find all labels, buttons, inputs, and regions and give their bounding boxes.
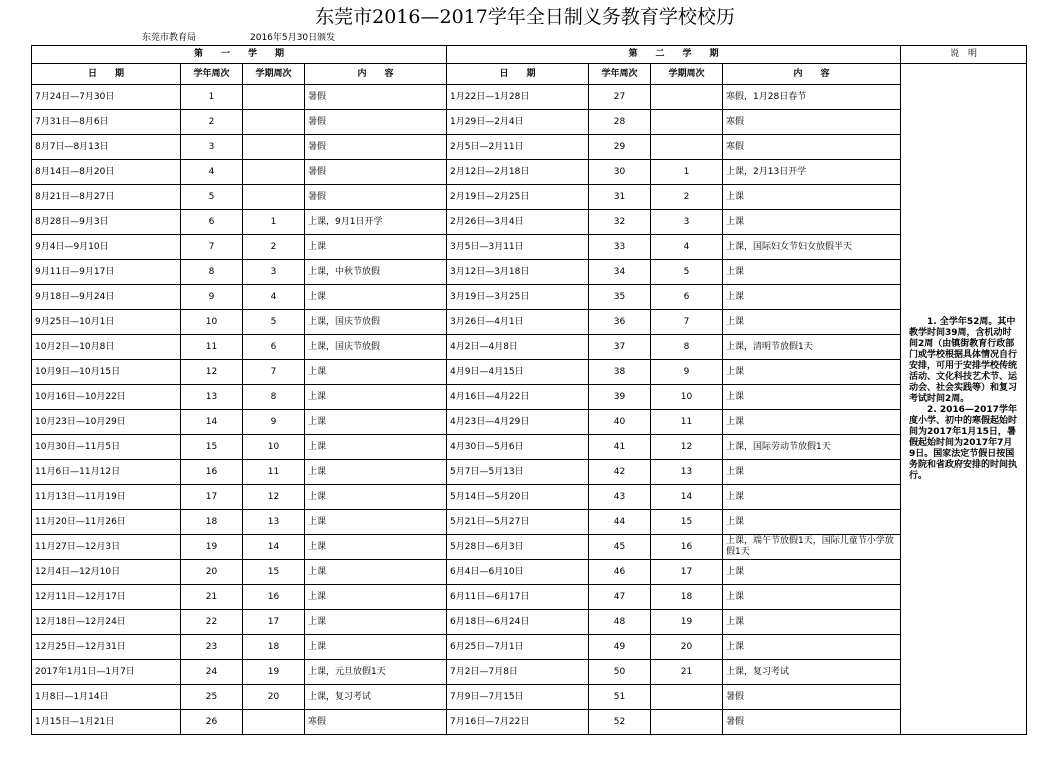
week-range-s1: 9月18日—9月24日 xyxy=(32,285,181,310)
content-s1: 上课 xyxy=(305,435,447,460)
term-week-s1 xyxy=(243,135,305,160)
year-week-s2: 44 xyxy=(589,510,651,535)
year-week-s1: 16 xyxy=(181,460,243,485)
table-row xyxy=(32,360,1027,385)
year-week-s2: 36 xyxy=(589,310,651,335)
year-week-s2: 31 xyxy=(589,185,651,210)
table-row xyxy=(32,185,1027,210)
week-range-s2: 4月2日—4月8日 xyxy=(447,335,589,360)
week-range-s2: 6月18日—6月24日 xyxy=(447,610,589,635)
week-range-s1: 8月14日—8月20日 xyxy=(32,160,181,185)
term-week-s2: 1 xyxy=(651,160,723,185)
year-week-s2: 29 xyxy=(589,135,651,160)
week-range-s1: 1月8日—1月14日 xyxy=(32,685,181,710)
term-week-s2: 15 xyxy=(651,510,723,535)
term-week-s1: 4 xyxy=(243,285,305,310)
week-range-s2: 2月12日—2月18日 xyxy=(447,160,589,185)
term-week-s1: 1 xyxy=(243,210,305,235)
term-week-s2 xyxy=(651,685,723,710)
content-s2: 上课 xyxy=(723,610,901,635)
notes-header: 说 明 xyxy=(901,46,1027,64)
table-row xyxy=(32,585,1027,610)
year-week-s2: 45 xyxy=(589,535,651,560)
content-s2: 寒假 xyxy=(723,135,901,160)
term-week-s1: 15 xyxy=(243,560,305,585)
note-2: 2. 2016—2017学年度小学、初中的寒假起始时间为2017年1月15日，暑假起始时间为2017年7月9日。国家法定节假日按国务院和省政府安排的时间执行。 xyxy=(909,404,1018,481)
content-s2: 上课，端午节放假1天，国际儿童节小学放假1天 xyxy=(723,535,901,560)
term-week-s2: 3 xyxy=(651,210,723,235)
content-s1: 上课 xyxy=(305,610,447,635)
term-week-s2: 4 xyxy=(651,235,723,260)
term-week-s1: 11 xyxy=(243,460,305,485)
content-s1: 上课 xyxy=(305,235,447,260)
year-week-s1: 20 xyxy=(181,560,243,585)
year-week-s2: 50 xyxy=(589,660,651,685)
week-range-s2: 5月28日—6月3日 xyxy=(447,535,589,560)
term-week-s1: 5 xyxy=(243,310,305,335)
week-range-s1: 12月11日—12月17日 xyxy=(32,585,181,610)
week-range-s1: 12月4日—12月10日 xyxy=(32,560,181,585)
term-week-s2 xyxy=(651,85,723,110)
term-week-s1 xyxy=(243,185,305,210)
semester-1-header: 第 一 学 期 xyxy=(32,46,447,64)
week-range-s2: 3月12日—3月18日 xyxy=(447,260,589,285)
week-range-s2: 2月5日—2月11日 xyxy=(447,135,589,160)
year-week-s1: 25 xyxy=(181,685,243,710)
term-week-s1: 3 xyxy=(243,260,305,285)
table-row xyxy=(32,710,1027,735)
year-week-s1: 1 xyxy=(181,85,243,110)
content-s2: 上课 xyxy=(723,360,901,385)
content-s2: 上课 xyxy=(723,560,901,585)
term-week-s2: 21 xyxy=(651,660,723,685)
year-week-s1: 26 xyxy=(181,710,243,735)
year-week-s1: 12 xyxy=(181,360,243,385)
year-week-s1: 17 xyxy=(181,485,243,510)
year-week-s2: 42 xyxy=(589,460,651,485)
content-s2: 上课 xyxy=(723,385,901,410)
week-range-s1: 8月21日—8月27日 xyxy=(32,185,181,210)
year-week-s2: 28 xyxy=(589,110,651,135)
content-s2: 上课 xyxy=(723,460,901,485)
table-row xyxy=(32,560,1027,585)
week-range-s1: 8月7日—8月13日 xyxy=(32,135,181,160)
week-range-s2: 4月9日—4月15日 xyxy=(447,360,589,385)
content-s2: 上课 xyxy=(723,310,901,335)
week-range-s1: 2017年1月1日—1月7日 xyxy=(32,660,181,685)
content-s2: 上课 xyxy=(723,635,901,660)
week-range-s1: 10月23日—10月29日 xyxy=(32,410,181,435)
col-content-1: 内 容 xyxy=(305,64,447,85)
notes-cell xyxy=(901,64,1027,735)
content-s2: 上课 xyxy=(723,185,901,210)
term-week-s1 xyxy=(243,710,305,735)
term-week-s1: 6 xyxy=(243,335,305,360)
term-week-s2: 8 xyxy=(651,335,723,360)
year-week-s1: 19 xyxy=(181,535,243,560)
week-range-s1: 9月4日—9月10日 xyxy=(32,235,181,260)
table-row xyxy=(32,410,1027,435)
year-week-s2: 35 xyxy=(589,285,651,310)
content-s1: 上课 xyxy=(305,410,447,435)
col-content-2: 内 容 xyxy=(723,64,901,85)
week-range-s2: 7月9日—7月15日 xyxy=(447,685,589,710)
year-week-s2: 46 xyxy=(589,560,651,585)
term-week-s2: 11 xyxy=(651,410,723,435)
content-s1: 上课 xyxy=(305,285,447,310)
week-range-s2: 4月16日—4月22日 xyxy=(447,385,589,410)
term-week-s2: 14 xyxy=(651,485,723,510)
term-week-s2: 5 xyxy=(651,260,723,285)
content-s2: 上课 xyxy=(723,510,901,535)
week-range-s2: 6月25日—7月1日 xyxy=(447,635,589,660)
page-title: 东莞市2016—2017学年全日制义务教育学校校历 xyxy=(315,6,735,28)
term-week-s1: 20 xyxy=(243,685,305,710)
semester-header-row xyxy=(32,46,1027,64)
year-week-s2: 41 xyxy=(589,435,651,460)
table-row xyxy=(32,485,1027,510)
term-week-s1: 19 xyxy=(243,660,305,685)
table-row xyxy=(32,435,1027,460)
table-row xyxy=(32,135,1027,160)
content-s2: 上课 xyxy=(723,485,901,510)
content-s1: 暑假 xyxy=(305,185,447,210)
week-range-s1: 10月16日—10月22日 xyxy=(32,385,181,410)
week-range-s1: 12月18日—12月24日 xyxy=(32,610,181,635)
content-s2: 上课 xyxy=(723,285,901,310)
content-s1: 上课 xyxy=(305,460,447,485)
year-week-s2: 48 xyxy=(589,610,651,635)
week-range-s2: 3月19日—3月25日 xyxy=(447,285,589,310)
content-s2: 上课 xyxy=(723,585,901,610)
content-s1: 上课 xyxy=(305,360,447,385)
content-s2: 上课，国际妇女节妇女放假半天 xyxy=(723,235,901,260)
content-s1: 寒假 xyxy=(305,710,447,735)
content-s2: 上课 xyxy=(723,410,901,435)
week-range-s2: 3月5日—3月11日 xyxy=(447,235,589,260)
term-week-s1: 2 xyxy=(243,235,305,260)
term-week-s2: 9 xyxy=(651,360,723,385)
table-row xyxy=(32,510,1027,535)
week-range-s1: 10月30日—11月5日 xyxy=(32,435,181,460)
year-week-s2: 40 xyxy=(589,410,651,435)
content-s1: 上课 xyxy=(305,485,447,510)
note-1: 1. 全学年52周。其中教学时间39周，含机动时间2周（由镇街教育行政部门或学校根据具体情况自行安排，可用于安排学校传统活动、文化科技艺术节、运动会、社会实践等）和复习考试时间2周。 xyxy=(909,316,1018,404)
table-row xyxy=(32,385,1027,410)
year-week-s1: 10 xyxy=(181,310,243,335)
content-s2: 上课 xyxy=(723,210,901,235)
content-s1: 上课，复习考试 xyxy=(305,685,447,710)
term-week-s1: 10 xyxy=(243,435,305,460)
term-week-s1 xyxy=(243,110,305,135)
year-week-s2: 32 xyxy=(589,210,651,235)
column-header-row xyxy=(32,64,1027,85)
week-range-s1: 9月11日—9月17日 xyxy=(32,260,181,285)
content-s1: 上课 xyxy=(305,535,447,560)
term-week-s1: 12 xyxy=(243,485,305,510)
year-week-s2: 52 xyxy=(589,710,651,735)
year-week-s1: 23 xyxy=(181,635,243,660)
content-s2: 暑假 xyxy=(723,710,901,735)
content-s2: 寒假，1月28日春节 xyxy=(723,85,901,110)
content-s2: 上课，清明节放假1天 xyxy=(723,335,901,360)
week-range-s1: 11月27日—12月3日 xyxy=(32,535,181,560)
week-range-s2: 3月26日—4月1日 xyxy=(447,310,589,335)
week-range-s1: 11月20日—11月26日 xyxy=(32,510,181,535)
week-range-s1: 7月24日—7月30日 xyxy=(32,85,181,110)
content-s1: 暑假 xyxy=(305,160,447,185)
content-s1: 暑假 xyxy=(305,110,447,135)
week-range-s1: 7月31日—8月6日 xyxy=(32,110,181,135)
term-week-s1: 9 xyxy=(243,410,305,435)
col-term-week-2: 学期周次 xyxy=(651,64,723,85)
term-week-s1: 14 xyxy=(243,535,305,560)
week-range-s2: 5月7日—5月13日 xyxy=(447,460,589,485)
year-week-s1: 6 xyxy=(181,210,243,235)
table-row xyxy=(32,460,1027,485)
week-range-s1: 1月15日—1月21日 xyxy=(32,710,181,735)
term-week-s1: 8 xyxy=(243,385,305,410)
week-range-s2: 6月11日—6月17日 xyxy=(447,585,589,610)
year-week-s2: 39 xyxy=(589,385,651,410)
term-week-s2: 20 xyxy=(651,635,723,660)
table-row xyxy=(32,635,1027,660)
year-week-s1: 2 xyxy=(181,110,243,135)
week-range-s1: 10月9日—10月15日 xyxy=(32,360,181,385)
table-row xyxy=(32,310,1027,335)
week-range-s1: 11月6日—11月12日 xyxy=(32,460,181,485)
term-week-s1: 7 xyxy=(243,360,305,385)
year-week-s2: 49 xyxy=(589,635,651,660)
term-week-s1: 16 xyxy=(243,585,305,610)
content-s1: 暑假 xyxy=(305,85,447,110)
year-week-s1: 13 xyxy=(181,385,243,410)
content-s2: 上课 xyxy=(723,260,901,285)
table-row xyxy=(32,110,1027,135)
col-date-2: 日 期 xyxy=(447,64,589,85)
issue-date: 2016年5月30日颁发 xyxy=(250,33,336,43)
year-week-s1: 7 xyxy=(181,235,243,260)
week-range-s2: 4月30日—5月6日 xyxy=(447,435,589,460)
table-row xyxy=(32,160,1027,185)
term-week-s1 xyxy=(243,160,305,185)
term-week-s1 xyxy=(243,85,305,110)
table-row xyxy=(32,260,1027,285)
content-s1: 上课，国庆节放假 xyxy=(305,335,447,360)
week-range-s1: 10月2日—10月8日 xyxy=(32,335,181,360)
week-range-s2: 2月19日—2月25日 xyxy=(447,185,589,210)
year-week-s2: 37 xyxy=(589,335,651,360)
year-week-s2: 33 xyxy=(589,235,651,260)
week-range-s2: 2月26日—3月4日 xyxy=(447,210,589,235)
content-s1: 上课 xyxy=(305,560,447,585)
year-week-s2: 38 xyxy=(589,360,651,385)
term-week-s1: 17 xyxy=(243,610,305,635)
year-week-s2: 27 xyxy=(589,85,651,110)
table-row xyxy=(32,610,1027,635)
term-week-s2: 16 xyxy=(651,535,723,560)
term-week-s2: 7 xyxy=(651,310,723,335)
term-week-s2 xyxy=(651,710,723,735)
term-week-s2: 2 xyxy=(651,185,723,210)
term-week-s2: 6 xyxy=(651,285,723,310)
week-range-s2: 1月22日—1月28日 xyxy=(447,85,589,110)
year-week-s1: 22 xyxy=(181,610,243,635)
content-s2: 上课，复习考试 xyxy=(723,660,901,685)
table-row xyxy=(32,85,1027,110)
year-week-s1: 3 xyxy=(181,135,243,160)
content-s1: 上课 xyxy=(305,585,447,610)
week-range-s1: 8月28日—9月3日 xyxy=(32,210,181,235)
week-range-s1: 12月25日—12月31日 xyxy=(32,635,181,660)
content-s1: 上课 xyxy=(305,635,447,660)
year-week-s2: 43 xyxy=(589,485,651,510)
year-week-s2: 30 xyxy=(589,160,651,185)
content-s2: 暑假 xyxy=(723,685,901,710)
table-row xyxy=(32,285,1027,310)
year-week-s2: 47 xyxy=(589,585,651,610)
week-range-s2: 7月2日—7月8日 xyxy=(447,660,589,685)
term-week-s2: 19 xyxy=(651,610,723,635)
year-week-s1: 14 xyxy=(181,410,243,435)
term-week-s2: 10 xyxy=(651,385,723,410)
content-s1: 上课 xyxy=(305,385,447,410)
year-week-s1: 11 xyxy=(181,335,243,360)
term-week-s1: 13 xyxy=(243,510,305,535)
term-week-s2: 18 xyxy=(651,585,723,610)
content-s1: 上课，国庆节放假 xyxy=(305,310,447,335)
content-s1: 上课，9月1日开学 xyxy=(305,210,447,235)
table-row xyxy=(32,660,1027,685)
table-row xyxy=(32,235,1027,260)
table-row xyxy=(32,335,1027,360)
col-year-week-1: 学年周次 xyxy=(181,64,243,85)
term-week-s2: 13 xyxy=(651,460,723,485)
content-s1: 上课，中秋节放假 xyxy=(305,260,447,285)
week-range-s2: 1月29日—2月4日 xyxy=(447,110,589,135)
year-week-s1: 8 xyxy=(181,260,243,285)
week-range-s1: 11月13日—11月19日 xyxy=(32,485,181,510)
week-range-s2: 5月21日—5月27日 xyxy=(447,510,589,535)
year-week-s1: 5 xyxy=(181,185,243,210)
content-s2: 上课，国际劳动节放假1天 xyxy=(723,435,901,460)
year-week-s2: 51 xyxy=(589,685,651,710)
year-week-s1: 24 xyxy=(181,660,243,685)
week-range-s2: 4月23日—4月29日 xyxy=(447,410,589,435)
table-row xyxy=(32,210,1027,235)
table-row xyxy=(32,685,1027,710)
week-range-s2: 6月4日—6月10日 xyxy=(447,560,589,585)
year-week-s2: 34 xyxy=(589,260,651,285)
content-s2: 寒假 xyxy=(723,110,901,135)
col-term-week-1: 学期周次 xyxy=(243,64,305,85)
term-week-s2 xyxy=(651,135,723,160)
col-year-week-2: 学年周次 xyxy=(589,64,651,85)
calendar-table xyxy=(31,45,1027,735)
week-range-s1: 9月25日—10月1日 xyxy=(32,310,181,335)
term-week-s2: 12 xyxy=(651,435,723,460)
week-range-s2: 7月16日—7月22日 xyxy=(447,710,589,735)
table-row xyxy=(32,535,1027,560)
content-s2: 上课，2月13日开学 xyxy=(723,160,901,185)
year-week-s1: 4 xyxy=(181,160,243,185)
content-s1: 暑假 xyxy=(305,135,447,160)
year-week-s1: 21 xyxy=(181,585,243,610)
term-week-s2 xyxy=(651,110,723,135)
issuer: 东莞市教育局 xyxy=(142,33,197,43)
semester-2-header: 第 二 学 期 xyxy=(447,46,901,64)
year-week-s1: 18 xyxy=(181,510,243,535)
content-s1: 上课，元旦放假1天 xyxy=(305,660,447,685)
term-week-s2: 17 xyxy=(651,560,723,585)
year-week-s1: 15 xyxy=(181,435,243,460)
content-s1: 上课 xyxy=(305,510,447,535)
week-range-s2: 5月14日—5月20日 xyxy=(447,485,589,510)
year-week-s1: 9 xyxy=(181,285,243,310)
term-week-s1: 18 xyxy=(243,635,305,660)
col-date-1: 日 期 xyxy=(32,64,181,85)
